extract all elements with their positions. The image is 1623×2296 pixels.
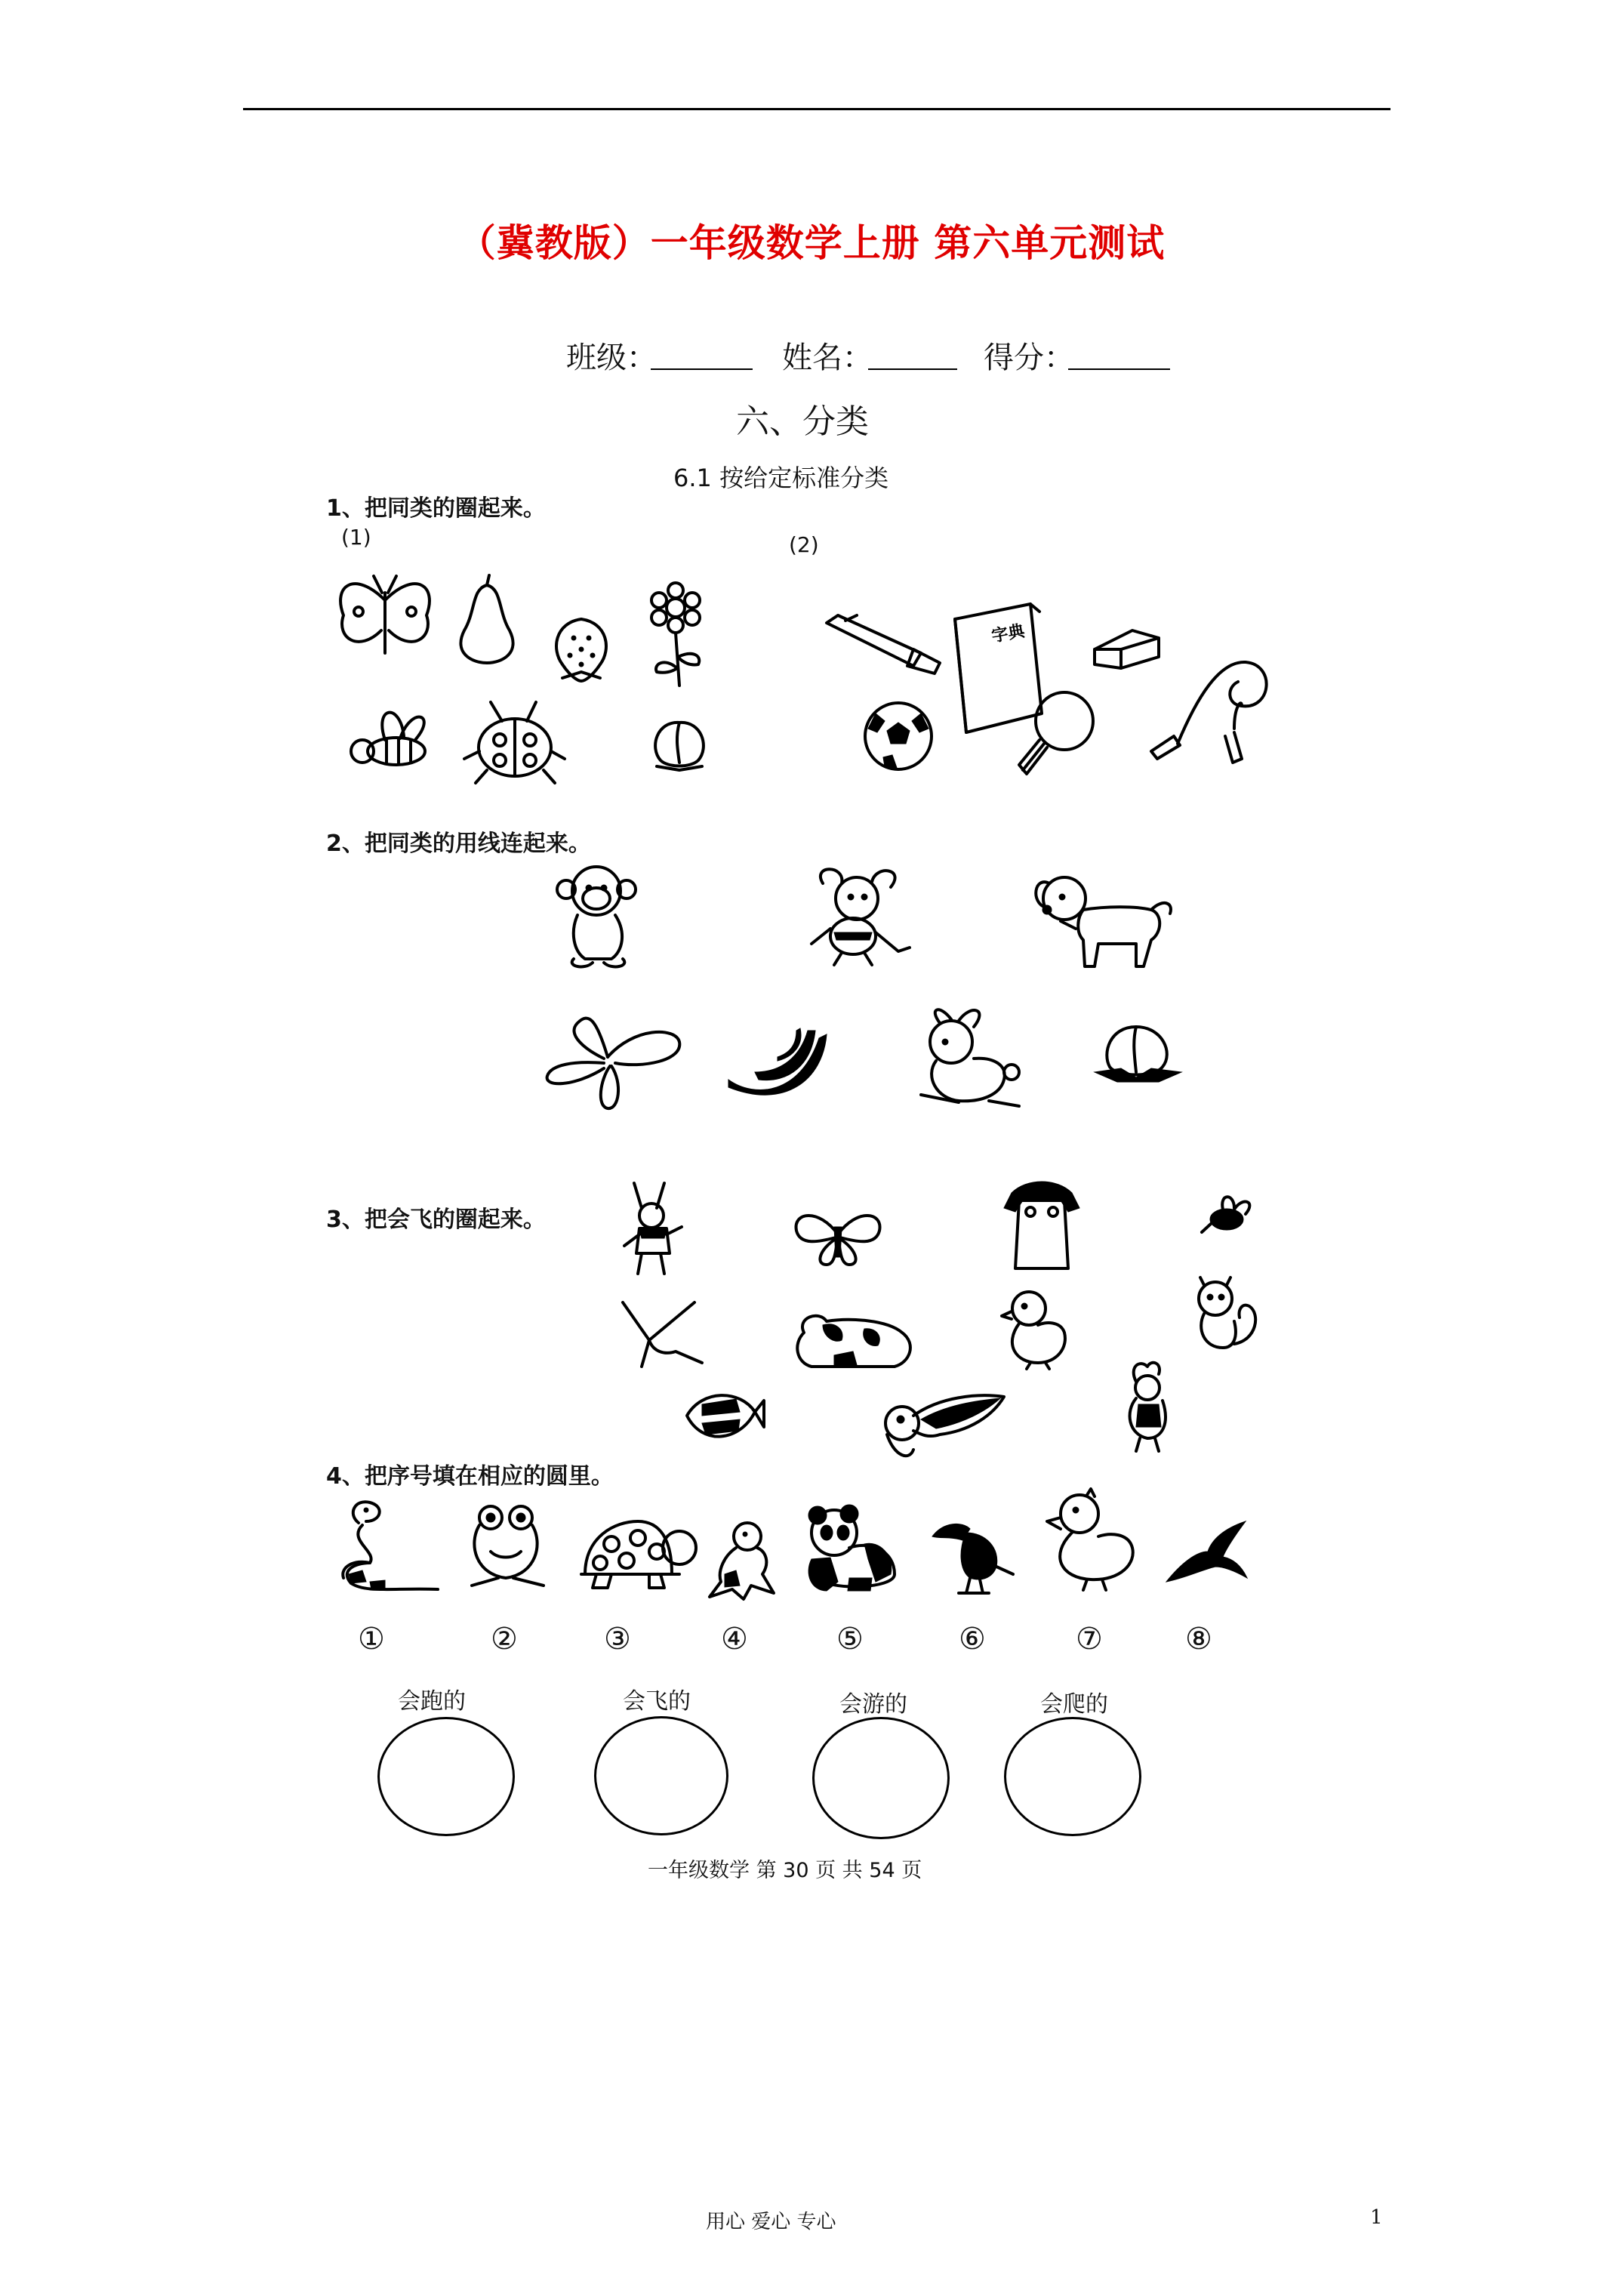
penguin-icon[interactable] xyxy=(996,1178,1087,1272)
animal-number-7: ⑦ xyxy=(1076,1622,1103,1657)
class-label: 班级： xyxy=(566,341,657,375)
category-label-run: 会跑的 xyxy=(398,1688,466,1715)
turtle-icon[interactable] xyxy=(577,1514,698,1593)
score-blank[interactable] xyxy=(1068,368,1170,370)
butterfly-icon[interactable] xyxy=(332,570,438,664)
swallow-icon[interactable] xyxy=(1163,1518,1249,1589)
peach-icon[interactable] xyxy=(645,713,713,774)
parrot-icon[interactable] xyxy=(879,1382,1008,1465)
marker-pen-icon[interactable] xyxy=(823,612,944,676)
score-label: 得分： xyxy=(984,341,1074,375)
answer-circle-run[interactable] xyxy=(377,1717,515,1836)
snake-icon[interactable] xyxy=(332,1499,445,1597)
animal-number-2: ② xyxy=(491,1622,518,1657)
question-2-text: 2、把同类的用线连起来。 xyxy=(326,831,591,857)
pear-icon[interactable] xyxy=(453,574,521,664)
animal-number-3: ③ xyxy=(604,1622,631,1657)
subsection-title: 6.1 按给定标准分类 xyxy=(673,464,889,492)
butterfly-icon[interactable] xyxy=(789,1204,887,1268)
class-blank[interactable] xyxy=(651,368,753,370)
page-title: （冀教版）一年级数学上册 第六单元测试 xyxy=(457,220,1166,265)
rabbit-character-icon[interactable] xyxy=(623,1182,683,1276)
soccer-ball-icon[interactable] xyxy=(861,698,936,774)
question-1-part-1-label: (1) xyxy=(341,525,371,550)
footer-motto: 用心 爱心 专心 xyxy=(706,2211,836,2233)
eagle-icon[interactable] xyxy=(619,1299,710,1370)
duck-icon[interactable] xyxy=(1046,1487,1140,1593)
scan-page-footer: 一年级数学 第 30 页 共 54 页 xyxy=(648,1859,922,1882)
category-label-crawl: 会爬的 xyxy=(1040,1691,1108,1718)
butterfly-icon[interactable] xyxy=(544,1004,683,1114)
animal-number-4: ④ xyxy=(721,1622,748,1657)
question-3-text: 3、把会飞的圈起来。 xyxy=(326,1207,546,1233)
category-label-fly: 会飞的 xyxy=(623,1688,691,1715)
ladybug-icon[interactable] xyxy=(460,698,566,785)
dog-icon[interactable] xyxy=(1030,868,1178,974)
crow-icon[interactable] xyxy=(929,1518,1015,1597)
rabbit-icon[interactable] xyxy=(906,1004,1027,1117)
animal-number-1: ① xyxy=(358,1622,385,1657)
dictionary-label: 字典 xyxy=(990,621,1027,646)
duckling-icon[interactable] xyxy=(1000,1287,1072,1370)
bee-character-icon[interactable] xyxy=(800,868,913,966)
answer-circle-swim[interactable] xyxy=(812,1717,950,1839)
panda-icon[interactable] xyxy=(804,1506,898,1593)
monkey-icon[interactable] xyxy=(551,861,649,970)
question-1-part-2-label: (2) xyxy=(789,532,819,557)
section-title: 六、分类 xyxy=(736,402,869,441)
ping-pong-paddle-icon[interactable] xyxy=(1015,687,1098,785)
header-rule xyxy=(243,108,1390,110)
category-label-swim: 会游的 xyxy=(839,1691,907,1718)
cockatoo-icon[interactable] xyxy=(1117,1359,1178,1453)
jump-rope-icon[interactable] xyxy=(1136,653,1276,789)
banana-icon[interactable] xyxy=(725,1027,838,1102)
name-label: 姓名： xyxy=(782,341,873,375)
answer-circle-fly[interactable] xyxy=(594,1716,728,1835)
bee-icon[interactable] xyxy=(340,695,438,781)
page-number: 1 xyxy=(1370,2206,1383,2229)
squirrel-icon[interactable] xyxy=(1185,1276,1261,1355)
strawberry-icon[interactable] xyxy=(544,612,619,687)
peach-icon[interactable] xyxy=(1091,1023,1185,1083)
flower-icon[interactable] xyxy=(638,581,713,687)
fish-icon[interactable] xyxy=(679,1385,766,1450)
bird-character-icon[interactable] xyxy=(706,1518,778,1601)
bee-icon[interactable] xyxy=(1200,1193,1257,1234)
question-1-text: 1、把同类的圈起来。 xyxy=(326,495,546,522)
animal-number-6: ⑥ xyxy=(959,1622,986,1657)
answer-circle-crawl[interactable] xyxy=(1004,1717,1141,1836)
animal-number-8: ⑧ xyxy=(1185,1622,1212,1657)
cat-icon[interactable] xyxy=(789,1299,917,1374)
name-blank[interactable] xyxy=(868,368,957,370)
animal-number-5: ⑤ xyxy=(836,1622,864,1657)
frog-icon[interactable] xyxy=(464,1499,551,1593)
question-4-text: 4、把序号填在相应的圆里。 xyxy=(326,1463,614,1490)
